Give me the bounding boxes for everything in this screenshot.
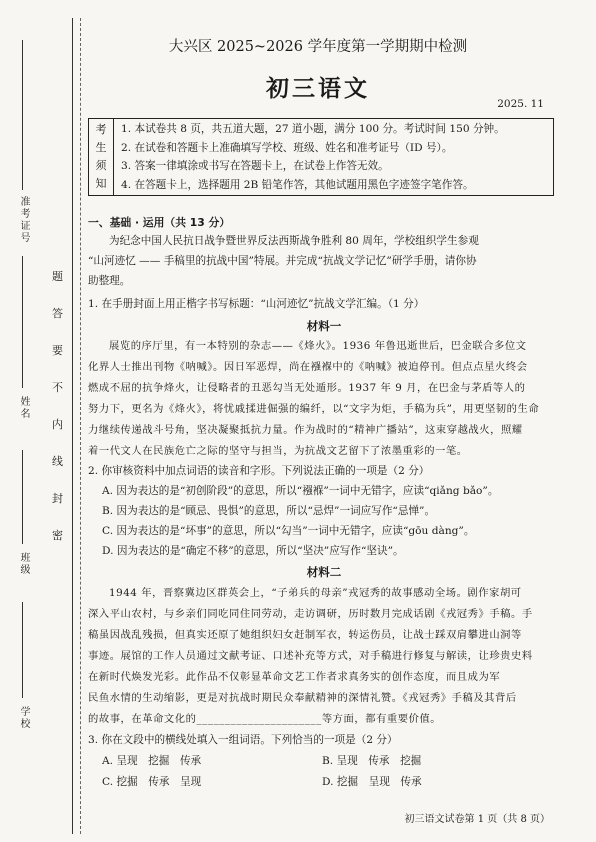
q2-option-a[interactable]: A. 因为表达的是“初创阶段”的意思，所以“襁褓”一词中无错字，应读“qiǎng bǎo”。 [102, 485, 499, 497]
material-2-line: 在新时代焕发光彩。此作品不仅彰显革命文艺工作者求真务实的创作态度，而且成为军 [88, 671, 501, 683]
seal-char: 线 [52, 455, 63, 468]
seal-char: 要 [52, 344, 63, 357]
material-1-title: 材料一 [306, 319, 342, 333]
banji-field-line[interactable] [22, 450, 23, 544]
seal-char: 内 [52, 418, 63, 431]
xingming-field-line[interactable] [22, 256, 23, 388]
notice-item: 4. 在答题卡上，选择题用 2B 铅笔作答，其他试题用黑色字迹签字笔作答。 [121, 178, 474, 191]
material-2-title: 材料二 [306, 565, 342, 579]
binding-line-dashed [80, 18, 81, 834]
seal-char: 封 [52, 492, 63, 505]
label-xingming: 姓名 [18, 396, 29, 420]
q2-option-d[interactable]: D. 因为表达的是“确定不移”的意思，所以“坚决”应写作“坚诀”。 [102, 545, 404, 557]
seal-char: 不 [52, 381, 63, 394]
notice-body [114, 119, 554, 196]
material-2-line: 1944 年，晋察冀边区群英会上，“子弟兵的母亲”戎冠秀的故事感动全场。剧作家胡可 [109, 587, 522, 599]
material-1-line: 努力下，更名为《烽火》，将忧戚揉进倔强的编纤，以“文字为炬，手稿为兵”，用更坚韧的生命 [88, 403, 540, 415]
xuexiao-field-line[interactable] [22, 602, 23, 698]
exam-date: 2025. 11 [497, 98, 544, 110]
material-1-line: 力继续传递战斗号角，坚决凝聚抵抗力量。作为战时的“精神广播站”，这束穿越战火，照耀 [88, 424, 523, 436]
seal-char: 答 [52, 307, 63, 320]
label-xuexiao: 学校 [18, 706, 29, 730]
material-1-line: 着一代文人在民族危亡之际的坚守与担当，为抗战文艺留下了浓墨重彩的一笔。 [88, 445, 468, 457]
notice-box [88, 118, 554, 196]
q3-option-d[interactable]: D. 挖掘 呈现 传承 [322, 776, 422, 788]
notice-head: 考 生 须 知 [89, 119, 114, 196]
notice-item: 2. 在试卷和答题卡上准确填写学校、班级、姓名和准考证号（ID 号）。 [121, 141, 453, 154]
binding-line-solid [72, 18, 73, 834]
material-2-line: 事迹。展馆的工作人员通过文献考证、口述补充等方式，对手稿进行修复与解读，让珍贵史料 [88, 650, 533, 662]
question-2: 2. 你审核资料中加点词语的读音和字形。下列说法正确的一项是（2 分） [88, 465, 430, 477]
q2-option-b[interactable]: B. 因为表达的是“顾忌、畏惧”的意思，所以“忌焊”一词应写作“忌惮”。 [102, 505, 436, 517]
material-1-line: 化界人士推出刊物《呐喊》。因日军恶焊，尚在襁褓中的《呐喊》被迫停刊。但点点星火终会 [88, 361, 528, 373]
subject-title: 初三语文 [266, 75, 370, 102]
seal-char: 题 [52, 270, 63, 283]
page-footer: 初三语文试卷第 1 页（共 8 页） [404, 814, 550, 825]
notice-item: 1. 本试卷共 8 页，共五道大题，27 道小题，满分 100 分。考试时间 150 分钟。 [121, 123, 505, 135]
question-1: 1. 在手册封面上用正楷字书写标题：“山河迹忆”抗战文学汇编。（1 分） [88, 298, 425, 310]
material-2-line: 民鱼水情的生动缩影，更是对抗战时期民众奉献精神的深情礼赞。《戎冠秀》手稿及其背后 [88, 692, 517, 704]
seal-char: 密 [52, 529, 63, 542]
material-2-line: 深入平山农村，与乡亲们同吃同住同劳动，走访调研，历时数月完成话剧《戎冠秀》手稿。手 [88, 608, 533, 620]
q3-option-b[interactable]: B. 呈现 传承 挖掘 [322, 755, 422, 767]
label-zhunkaozheng: 准考证号 [18, 196, 29, 244]
question-3: 3. 你在文段中的横线处填入一组词语。下列恰当的一项是（2 分） [88, 734, 398, 746]
label-banji: 班级 [18, 552, 29, 576]
q2-option-c[interactable]: C. 因为表达的是“坏事”的意思，所以“勾当”一词中无错字，应读“gōu dàng”。 [102, 525, 475, 537]
intro-line: “山河迹忆 —— 手稿里的抗战中国”特展。并完成“抗战文学记忆”研学手册，请你协 [88, 255, 477, 267]
notice-item: 3. 答案一律填涂或书写在答题卡上，在试卷上作答无效。 [121, 160, 389, 172]
exam-title: 大兴区 2025~2026 学年度第一学期期中检测 [168, 39, 468, 55]
q3-option-a[interactable]: A. 呈现 挖掘 传承 [102, 755, 202, 767]
material-1-line: 燃成不屈的抗争烽火，让侵略者的丑恶勾当无处遁形。1937 年 9 月，在巴金与茅盾等人的 [88, 382, 526, 394]
zhunkaozheng-field-line[interactable] [22, 40, 23, 190]
intro-line: 为纪念中国人民抗日战争暨世界反法西斯战争胜利 80 周年，学校组织学生参观 [109, 235, 479, 247]
intro-line: 助整理。 [88, 275, 131, 287]
material-2-line: 的故事，在革命文化的______________________等方面，都有重要价值。 [88, 713, 442, 725]
section-title: 一、基础 · 运用（共 13 分） [88, 216, 231, 229]
material-2-line: 稿虽因战乱残损，但真实还原了她组织妇女赶制军衣，转运伤员，让战士踩双肩攀进山洞等 [88, 629, 522, 641]
q3-option-c[interactable]: C. 挖掘 传承 呈现 [102, 776, 202, 788]
material-1-line: 展览的序厅里，有一本特别的杂志——《烽火》。1936 年鲁迅逝世后，巴金联合多位文 [109, 340, 527, 352]
